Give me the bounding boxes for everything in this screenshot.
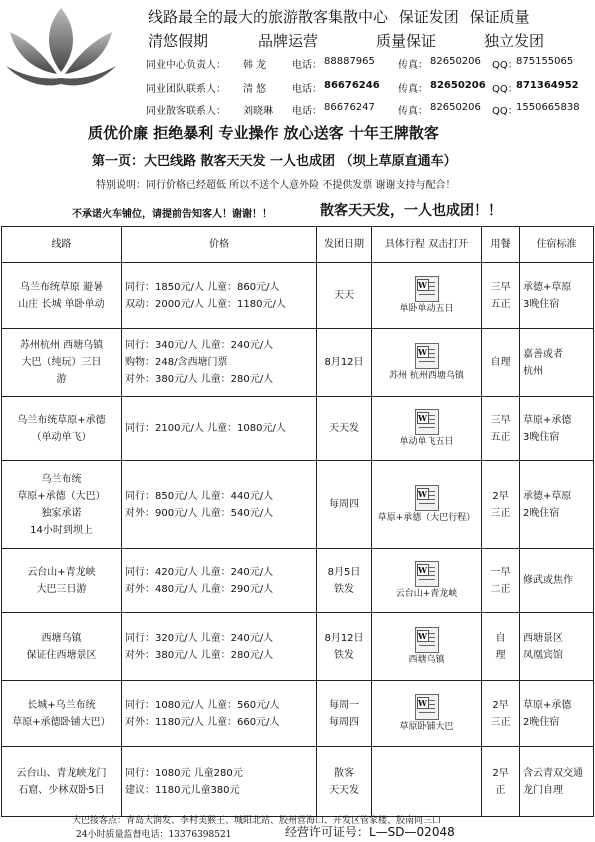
slogan-4: 独立发团 [484,32,545,50]
itinerary-document-link[interactable] [375,409,478,448]
hotel-cell-line: 杭州 [523,365,543,377]
route-cell [2,747,122,817]
date-cell [317,613,372,681]
header-title: 线路最全的最大的旅游散客集散中心 保证发团 保证质量 [148,8,530,26]
route-cell [2,549,122,613]
itinerary-document-link[interactable] [375,485,478,524]
col-header-date: 发团日期 [317,227,372,263]
contact-phone: 86676246 [324,80,380,91]
meal-cell [482,613,520,681]
hotel-cell [520,681,594,747]
price-cell-line: 购物：248/含西塘门票 [125,357,228,368]
route-cell-line: 石窟、少林双卧5日 [18,784,105,796]
pickup-points: 大巴接客点：青岛大润发、李村美猴王、城阳北站、胶州营海口、开发区管家楼、胶南同三口 [72,816,442,826]
hotel-cell-line: 2晚住宿 [523,716,560,728]
date-cell-line: 每周四 [329,716,359,728]
contact-phone: 86676247 [324,102,375,113]
itinerary-document-label: 草原+承德（大巴行程） [377,513,476,523]
meal-cell-line: 二正 [490,583,511,595]
contact-role: 同业中心负责人： [146,60,226,71]
table-row [2,397,594,461]
hotel-cell-line: 修武或焦作 [523,575,573,586]
itinerary-cell [372,613,482,681]
slogan-3: 质量保证 [376,32,437,50]
price-cell-line: 双动：2000元/人 儿童：1180元/人 [125,298,286,310]
route-cell-line: 保证住西塘景区 [26,649,97,661]
contact-fax: 82650206 [430,102,481,113]
tagline: 质优价廉 拒绝暴利 专业操作 放心送客 十年王牌散客 [88,124,439,142]
meal-cell-line: 五正 [490,298,511,310]
col-header-price: 价格 [122,227,317,263]
slogan-1: 清悠假期 [148,32,209,50]
price-cell-line: 对外：900元/人 儿童：540元/人 [125,507,274,519]
hotel-cell-line: 草原+承德 [523,414,572,426]
contact-name: 清 悠 [243,84,267,95]
route-cell-line: 乌兰布统 [41,473,82,485]
route-table [1,226,594,817]
meal-cell-line: 三正 [490,716,511,728]
date-cell-line: 天天 [334,290,354,301]
route-cell [2,613,122,681]
itinerary-cell [372,397,482,461]
contact-fax: 82650206 [430,56,481,67]
col-header-hotel: 住宿标准 [520,227,594,263]
route-cell-line: 草原+承德（大巴） [17,490,106,502]
hotel-cell-line: 承德+草原 [523,490,572,502]
slogan-2: 品牌运营 [258,32,319,50]
price-cell-line: 同行：340元/人 儿童：240元/人 [125,340,274,351]
hotel-cell-line: 2晚住宿 [523,507,560,519]
date-cell [317,747,372,817]
hotel-cell-line: 承德+草原 [523,281,572,293]
meal-cell [482,263,520,329]
table-row [2,747,594,817]
meal-cell [482,397,520,461]
qq-label: QQ： [492,106,518,117]
table-row [2,549,594,613]
price-cell [122,397,317,461]
word-document-icon: W [415,409,439,435]
price-cell-line: 同行：2100元/人 儿童：1080元/人 [125,423,286,434]
meal-cell-line: 五正 [490,431,511,443]
itinerary-cell [372,549,482,613]
license-number: 经营许可证号：L—SD—02048 [285,825,455,839]
phone-label: 电话： [292,106,322,117]
word-document-icon: W [415,627,439,653]
itinerary-document-label: 西塘乌镇 [408,655,445,665]
route-cell-line: 独家承诺 [41,507,82,519]
itinerary-cell [372,681,482,747]
meal-cell [482,329,520,397]
fax-label: 传真： [398,106,428,117]
price-cell-line: 对外：1180元/人 儿童：660元/人 [125,716,280,728]
itinerary-cell [372,461,482,549]
route-cell-line: 云台山、青龙峡龙门 [16,767,107,779]
word-document-icon: W [415,343,439,369]
route-cell-line: 草原+承德卧铺大巴） [12,716,111,728]
lotus-logo [2,4,120,96]
hotel-cell-line: 草原+承德 [523,699,572,711]
hotel-cell [520,397,594,461]
date-cell-line: 每周一 [329,699,359,711]
meal-cell-line: 三早 [490,281,511,293]
hotel-cell-line: 嘉善或者 [523,348,563,360]
meal-cell-line: 一早 [490,566,511,578]
phone-label: 电话： [292,60,322,71]
daily-note: 散客天天发，一人也成团！！ [320,203,502,219]
itinerary-document-label: 单卧单动五日 [399,304,454,314]
price-cell [122,747,317,817]
qq-label: QQ： [492,84,518,95]
meal-cell [482,681,520,747]
date-cell-line: 每周四 [329,499,359,510]
hotel-cell-line: 龙门自理 [523,784,563,796]
price-cell [122,329,317,397]
table-row [2,329,594,397]
hotel-cell [520,329,594,397]
price-cell [122,549,317,613]
date-cell [317,397,372,461]
route-cell [2,397,122,461]
meal-cell-line: 2早 [492,767,509,779]
col-header-itinerary: 具体行程 双击打开 [372,227,482,263]
contact-qq: 871364952 [516,80,579,91]
date-cell-line: 天天发 [329,423,359,434]
itinerary-document-link[interactable] [375,627,478,666]
itinerary-document-label: 单动单飞五日 [399,437,454,447]
date-cell [317,263,372,329]
page-subtitle: 第一页：大巴线路 散客天天发 一人也成团 （坝上草原直通车） [92,154,457,169]
phone-label: 电话： [292,84,322,95]
meal-cell-line: 自理 [490,357,511,368]
contact-role: 同业散客联系人： [146,106,226,117]
price-cell-line: 同行：1850元/人 儿童：860元/人 [125,281,280,293]
price-cell-line: 同行：420元/人 儿童：240元/人 [125,566,274,578]
date-cell [317,461,372,549]
table-row [2,681,594,747]
meal-cell [482,461,520,549]
contact-name: 韩 龙 [243,60,267,71]
price-cell-line: 对外：380元/人 儿童：280元/人 [125,649,274,661]
itinerary-document-label: 草原卧铺大巴 [399,722,454,732]
fax-label: 传真： [398,84,428,95]
meal-cell-line: 2早 [492,490,509,502]
itinerary-document-link[interactable] [375,276,478,315]
price-cell-line: 建议：1180元儿童380元 [125,784,240,796]
hotel-cell-line: 3晚住宿 [523,298,560,310]
itinerary-document-label: 云台山+青龙峡 [395,589,458,599]
date-cell-line: 8月12日 [324,632,364,644]
hotel-cell [520,461,594,549]
itinerary-cell [372,329,482,397]
quality-hotline: 24小时质量监督电话：13376398521 [76,830,232,840]
train-note: 不承诺火车铺位，请提前告知客人！谢谢！！ [72,209,272,220]
word-document-icon: W [415,694,439,720]
qq-label: QQ： [492,60,518,71]
route-cell [2,681,122,747]
price-cell-line: 同行：1080元/人 儿童：560元/人 [125,699,280,711]
itinerary-cell [372,747,482,817]
price-cell-line: 同行：1080元 儿童280元 [125,767,243,779]
contact-qq: 1550665838 [516,102,580,113]
route-cell-line: 长城+乌兰布统 [27,699,96,711]
meal-cell-line: 正 [495,784,506,796]
route-cell-line: 苏州杭州 西塘乌镇 [19,340,104,351]
contact-name: 刘晓琳 [243,106,273,117]
contact-qq: 875155065 [516,56,574,67]
word-document-icon: W [415,276,439,302]
date-cell [317,549,372,613]
price-cell [122,263,317,329]
fax-label: 传真： [398,60,428,71]
route-cell [2,461,122,549]
table-row [2,613,594,681]
date-cell [317,329,372,397]
word-document-icon: W [415,485,439,511]
route-cell-line: 大巴（纯玩）三日 [21,357,102,368]
hotel-cell [520,549,594,613]
hotel-cell [520,613,594,681]
route-cell-line: 14小时到坝上 [30,524,93,536]
route-cell-line: 西塘乌镇 [41,632,82,644]
itinerary-document-link[interactable] [375,343,478,382]
date-cell [317,681,372,747]
date-cell-line: 散客 [334,767,354,779]
itinerary-document-label: 苏州 杭州西塘乌镇 [389,371,464,381]
contact-phone: 88887965 [324,56,375,67]
itinerary-cell [372,263,482,329]
contact-fax: 82650206 [430,80,486,91]
price-cell-line: 对外：480元/人 儿童：290元/人 [125,583,274,595]
table-row [2,461,594,549]
route-cell-line: 乌兰布统草原+承德 [17,414,106,426]
price-cell [122,461,317,549]
meal-cell-line: 理 [495,649,506,661]
contact-role: 同业团队联系人： [146,84,226,95]
route-cell-line: 乌兰布统草原 避暑 [19,281,104,293]
hotel-cell-line: 凤凰宾馆 [523,649,563,661]
route-cell [2,263,122,329]
table-header-row [2,227,594,263]
itinerary-document-link[interactable] [375,694,478,733]
price-cell [122,613,317,681]
price-cell-line: 同行：320元/人 儿童：240元/人 [125,632,274,644]
meal-cell-line: 2早 [492,699,509,711]
price-cell [122,681,317,747]
table-row [2,263,594,329]
date-cell-line: 铁发 [334,649,354,661]
meal-cell-line: 三正 [490,507,511,519]
hotel-cell-line: 3晚住宿 [523,431,560,443]
hotel-cell [520,747,594,817]
date-cell-line: 天天发 [329,784,359,796]
special-note: 特别说明：同行价格已经超低 所以不送个人意外险 不提供发票 谢谢支持与配合！ [96,180,456,191]
route-cell-line: 大巴三日游 [36,583,87,595]
date-cell-line: 8月5日 [327,566,361,578]
hotel-cell [520,263,594,329]
date-cell-line: 8月12日 [324,357,364,368]
meal-cell-line: 自 [495,632,506,644]
meal-cell [482,549,520,613]
itinerary-document-link[interactable] [375,561,478,600]
date-cell-line: 铁发 [334,583,354,595]
price-cell-line: 同行：850元/人 儿童：440元/人 [125,490,274,502]
route-cell-line: （单动单飞） [31,431,92,443]
hotel-cell-line: 西塘景区 [523,632,563,644]
route-cell-line: 游 [56,374,67,385]
meal-cell-line: 三早 [490,414,511,426]
route-cell [2,329,122,397]
col-header-route: 线路 [2,227,122,263]
col-header-meal: 用餐 [482,227,520,263]
hotel-cell-line: 含云青双交通 [523,767,583,779]
route-cell-line: 云台山+青龙峡 [27,566,96,578]
word-document-icon: W [415,561,439,587]
price-cell-line: 对外：380元/人 儿童：280元/人 [125,374,274,385]
meal-cell [482,747,520,817]
route-cell-line: 山庄 长城 单卧单动 [18,298,105,310]
